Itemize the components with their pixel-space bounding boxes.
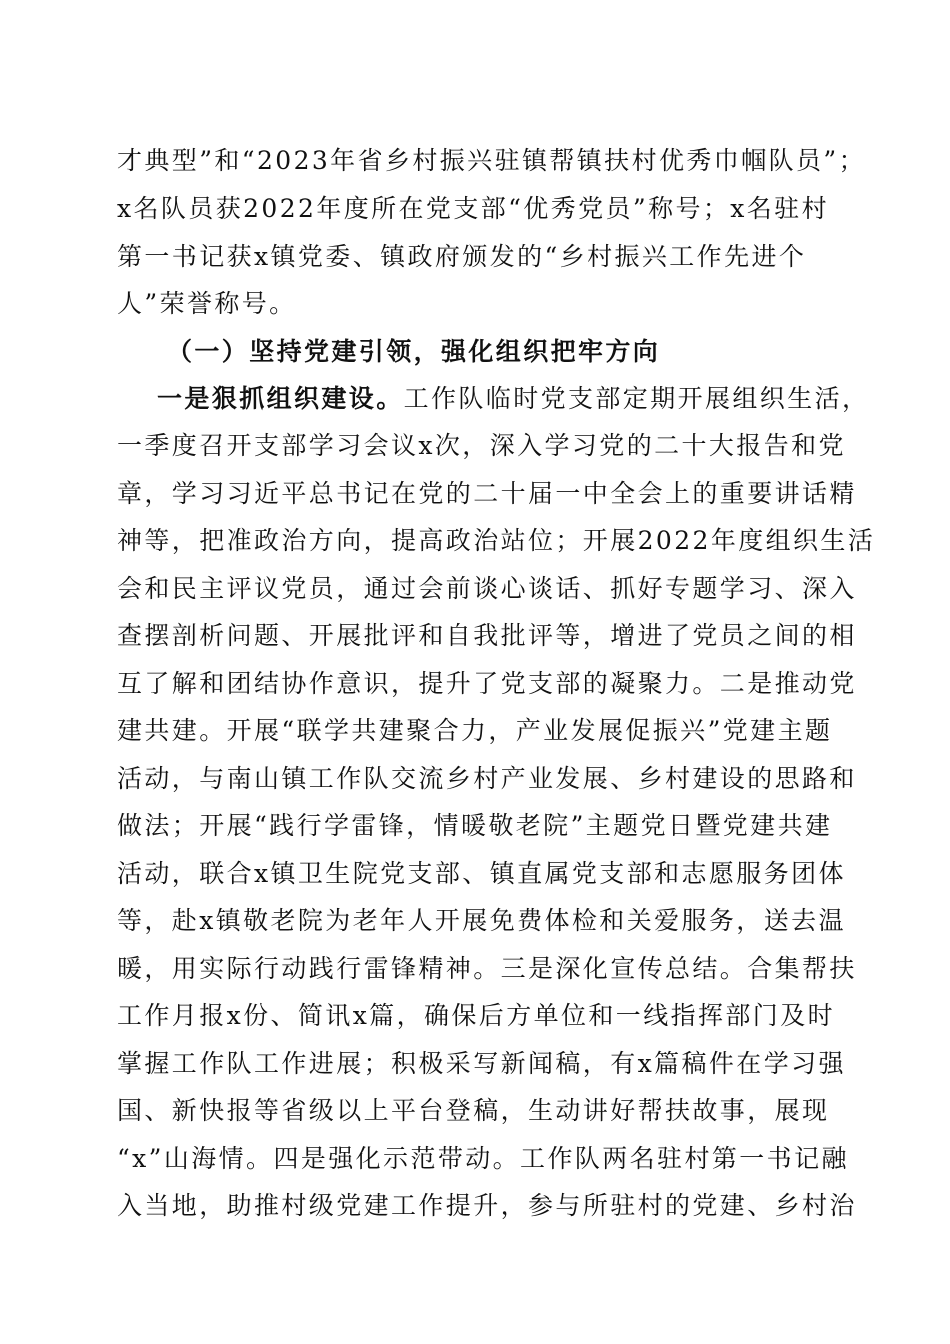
text-line: 人”荣誉称号。 [117, 289, 297, 318]
text-line: 活动，联合x镇卫生院党支部、镇直属党支部和志愿服务团体 [117, 859, 846, 888]
section-heading: （一）坚持党建引领，强化组织把牢方向 [167, 337, 661, 366]
text-line: 一季度召开支部学习会议x次，深入学习党的二十大报告和党 [117, 431, 846, 460]
text-line: 等，赴x镇敬老院为老年人开展免费体检和关爱服务，送去温 [117, 906, 846, 935]
text-line: 工作月报x份、简讯x篇，确保后方单位和一线指挥部门及时 [117, 1001, 836, 1030]
text-line: 入当地，助推村级党建工作提升，参与所驻村的党建、乡村治 [117, 1191, 857, 1220]
text-line: 才典型”和“2023年省乡村振兴驻镇帮镇扶村优秀巾帼队员”； [117, 146, 866, 175]
text-line: x名队员获2022年度所在党支部“优秀党员”称号；x名驻村 [117, 194, 829, 223]
paragraph-lead-rest: 工作队临时党支部定期开展组织生活， [403, 384, 870, 413]
text-line: 暖，用实际行动践行雷锋精神。三是深化宣传总结。合集帮扶 [117, 954, 857, 983]
text-line: 章，学习习近平总书记在党的二十届一中全会上的重要讲话精 [117, 479, 857, 508]
text-line: 做法；开展“践行学雷锋，情暖敬老院”主题党日暨党建共建 [117, 811, 833, 840]
text-line: 会和民主评议党员，通过会前谈心谈话、抓好专题学习、深入 [117, 574, 857, 603]
text-line: 国、新快报等省级以上平台登稿，生动讲好帮扶故事，展现 [117, 1096, 830, 1125]
text-line: 掌握工作队工作进展；积极采写新闻稿，有x篇稿件在学习强 [117, 1049, 846, 1078]
text-line: 活动，与南山镇工作队交流乡村产业发展、乡村建设的思路和 [117, 764, 857, 793]
text-line: 神等，把准政治方向，提高政治站位；开展2022年度组织生活 [117, 526, 876, 555]
text-line: 建共建。开展“联学共建聚合力，产业发展促振兴”党建主题 [117, 716, 833, 745]
paragraph-lead: 一是狠抓组织建设。 [157, 384, 404, 413]
text-line: “x”山海情。四是强化示范带动。工作队两名驻村第一书记融 [117, 1144, 849, 1173]
paragraph-first-line [157, 380, 877, 418]
text-line: 互了解和团结协作意识，提升了党支部的凝聚力。二是推动党 [117, 669, 857, 698]
text-line: 第一书记获x镇党委、镇政府颁发的“乡村振兴工作先进个 [117, 242, 807, 271]
text-line: 查摆剖析问题、开展批评和自我批评等，增进了党员之间的相 [117, 621, 857, 650]
